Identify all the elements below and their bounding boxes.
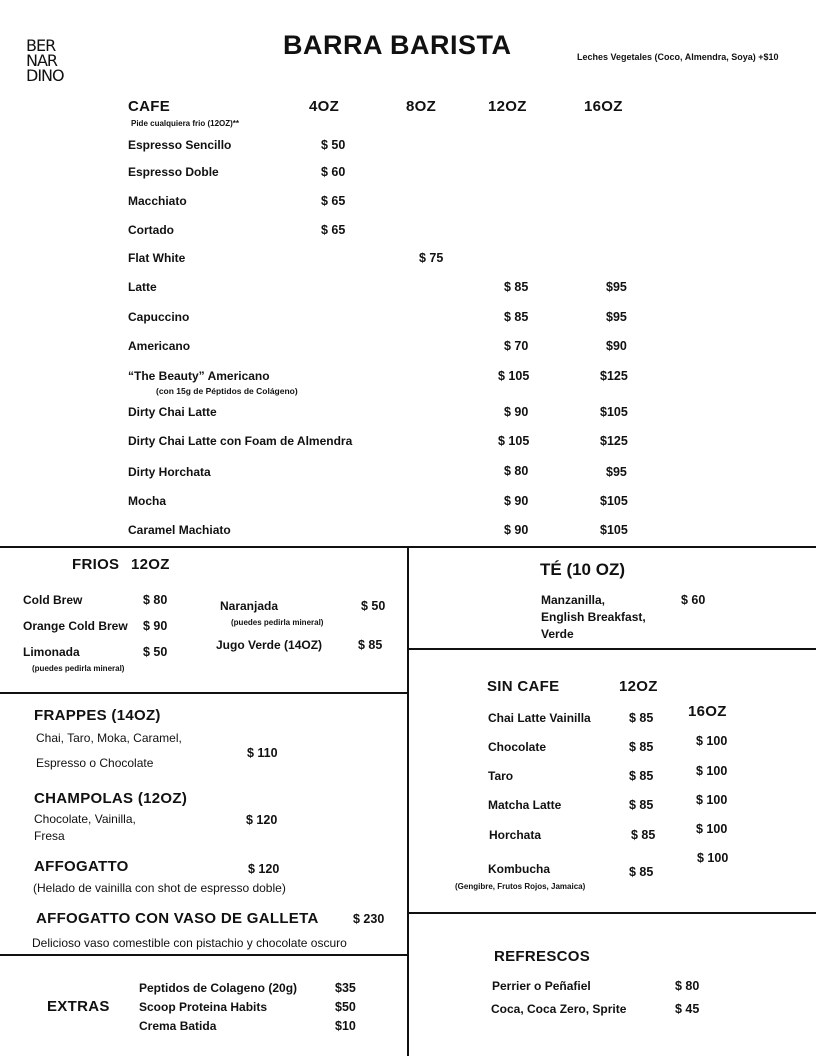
price-16oz: $ 100 — [696, 793, 728, 807]
menu-item-price: $10 — [335, 1019, 356, 1033]
cafe-title: CAFE — [128, 98, 171, 115]
logo-line: NAR — [26, 51, 58, 70]
cafe-note: Pide cualquiera frio (12OZ)** — [131, 119, 240, 128]
menu-item-name: Taro — [488, 769, 514, 783]
size-12oz: 12OZ — [488, 98, 527, 115]
menu-item-name: Peptidos de Colageno (20g) — [139, 981, 298, 995]
price-12oz: $ 105 — [498, 369, 530, 383]
price-12oz: $ 85 — [629, 711, 654, 725]
logo-line: DINO — [26, 66, 64, 85]
affogatto-price: $ 120 — [248, 862, 280, 876]
menu-item-subtitle: (con 15g de Péptidos de Colágeno) — [156, 386, 298, 396]
menu-item-name: Capuccino — [128, 310, 190, 324]
affogatto-galleta-price: $ 230 — [353, 912, 385, 926]
menu-item-name: Matcha Latte — [488, 798, 562, 812]
page-title: BARRA BARISTA — [283, 30, 512, 60]
frappes-desc: Chai, Taro, Moka, Caramel, — [36, 731, 182, 745]
frappes-title: FRAPPES (14OZ) — [34, 707, 161, 724]
menu-item-price: $ 80 — [675, 979, 700, 993]
brand-logo — [26, 38, 80, 84]
menu-item-name: Dirty Chai Latte — [128, 405, 217, 419]
menu-item-price: $ 90 — [143, 619, 168, 633]
price-8oz: $ 75 — [419, 251, 444, 265]
te-option: Verde — [541, 627, 574, 641]
divider — [408, 912, 816, 914]
menu-item-name: “The Beauty” Americano — [128, 369, 270, 383]
refrescos-title: REFRESCOS — [494, 948, 591, 965]
size-8oz: 8OZ — [406, 98, 437, 115]
menu-item-name: Chocolate — [488, 740, 547, 754]
size-16oz: 16OZ — [584, 98, 623, 115]
price-4oz: $ 65 — [321, 223, 346, 237]
price-16oz: $95 — [606, 465, 627, 479]
champolas-price: $ 120 — [246, 813, 278, 827]
price-12oz: $ 90 — [504, 494, 529, 508]
champolas-title: CHAMPOLAS (12OZ) — [34, 790, 188, 807]
price-16oz: $ 100 — [697, 851, 729, 865]
menu-item-price: $ 45 — [675, 1002, 700, 1016]
menu-item-name: Perrier o Peñafiel — [492, 979, 591, 993]
price-16oz: $105 — [600, 494, 628, 508]
size-4oz: 4OZ — [309, 98, 340, 115]
menu-item-name: Coca, Coca Zero, Sprite — [491, 1002, 627, 1016]
menu-item-price: $ 50 — [143, 645, 168, 659]
menu-item-name: Caramel Machiato — [128, 523, 231, 537]
affogatto-desc: (Helado de vainilla con shot de espresso doble) — [33, 881, 286, 895]
menu-item-subtitle: (puedes pedirla mineral) — [32, 664, 125, 673]
sin-cafe-size-12oz: 12OZ — [619, 678, 658, 695]
price-16oz: $95 — [606, 280, 627, 294]
te-title: TÉ (10 OZ) — [540, 560, 626, 579]
menu-item-name: Kombucha — [488, 862, 551, 876]
frios-size: 12OZ — [131, 556, 170, 573]
extras-title: EXTRAS — [47, 998, 110, 1015]
price-16oz: $ 100 — [696, 822, 728, 836]
price-12oz: $ 80 — [504, 464, 529, 478]
price-16oz: $90 — [606, 339, 627, 353]
price-12oz: $ 70 — [504, 339, 529, 353]
menu-item-price: $ 85 — [358, 638, 383, 652]
menu-item-name: Espresso Doble — [128, 165, 219, 179]
menu-item-name: Espresso Sencillo — [128, 138, 232, 152]
price-12oz: $ 85 — [629, 865, 654, 879]
menu-item-name: Cold Brew — [23, 593, 83, 607]
menu-item-name: Crema Batida — [139, 1019, 217, 1033]
frios-title: FRIOS — [72, 556, 120, 573]
affogatto-galleta-desc: Delicioso vaso comestible con pistachio y chocolate oscuro — [32, 936, 347, 950]
menu-item-name: Americano — [128, 339, 191, 353]
price-16oz: $105 — [600, 523, 628, 537]
price-12oz: $ 90 — [504, 523, 529, 537]
menu-item-price: $35 — [335, 981, 356, 995]
logo-line: BER — [26, 36, 56, 55]
menu-item-name: Dirty Chai Latte con Foam de Almendra — [128, 434, 353, 448]
menu-item-name: Cortado — [128, 223, 174, 237]
champolas-desc: Fresa — [34, 829, 65, 843]
divider — [407, 547, 409, 1056]
menu-item-name: Horchata — [489, 828, 542, 842]
menu-item-name: Scoop Proteina Habits — [139, 1000, 268, 1014]
price-12oz: $ 105 — [498, 434, 530, 448]
divider — [0, 954, 408, 956]
te-option: Manzanilla, — [541, 593, 606, 607]
menu-item-name: Dirty Horchata — [128, 465, 211, 479]
price-12oz: $ 85 — [504, 280, 529, 294]
frappes-desc: Espresso o Chocolate — [36, 756, 154, 770]
plant-milk-note: Leches Vegetales (Coco, Almendra, Soya) +$10 — [577, 52, 779, 62]
price-12oz: $ 85 — [504, 310, 529, 324]
menu-item-subtitle: (Gengibre, Frutos Rojos, Jamaica) — [455, 882, 586, 891]
price-12oz: $ 85 — [629, 798, 654, 812]
menu-item-name: Macchiato — [128, 194, 187, 208]
divider — [408, 648, 816, 650]
champolas-desc: Chocolate, Vainilla, — [34, 812, 136, 826]
menu-item-name: Naranjada — [220, 599, 279, 613]
menu-item-name: Latte — [128, 280, 157, 294]
affogatto-title: AFFOGATTO — [34, 858, 129, 875]
price-4oz: $ 50 — [321, 138, 346, 152]
menu-item-name: Jugo Verde (14OZ) — [216, 638, 323, 652]
sin-cafe-title: SIN CAFE — [487, 678, 560, 695]
affogatto-galleta-title: AFFOGATTO CON VASO DE GALLETA — [36, 910, 319, 927]
price-12oz: $ 85 — [629, 769, 654, 783]
price-16oz: $ 100 — [696, 764, 728, 778]
divider — [0, 692, 408, 694]
price-16oz: $125 — [600, 434, 628, 448]
price-12oz: $ 90 — [504, 405, 529, 419]
price-12oz: $ 85 — [631, 828, 656, 842]
menu-item-name: Flat White — [128, 251, 186, 265]
price-4oz: $ 65 — [321, 194, 346, 208]
menu-item-price: $ 50 — [361, 599, 386, 613]
frappes-price: $ 110 — [247, 746, 278, 760]
menu-item-subtitle: (puedes pedirla mineral) — [231, 618, 324, 627]
menu-item-price: $ 80 — [143, 593, 168, 607]
price-16oz: $ 100 — [696, 734, 728, 748]
te-price: $ 60 — [681, 593, 706, 607]
price-16oz: $125 — [600, 369, 628, 383]
menu-item-name: Orange Cold Brew — [23, 619, 128, 633]
price-12oz: $ 85 — [629, 740, 654, 754]
price-4oz: $ 60 — [321, 165, 346, 179]
menu-item-name: Limonada — [23, 645, 80, 659]
sin-cafe-size-16oz: 16OZ — [688, 703, 727, 720]
price-16oz: $105 — [600, 405, 628, 419]
price-16oz: $95 — [606, 310, 627, 324]
menu-item-price: $50 — [335, 1000, 356, 1014]
menu-item-name: Chai Latte Vainilla — [488, 711, 591, 725]
te-option: English Breakfast, — [541, 610, 646, 624]
menu-item-name: Mocha — [128, 494, 167, 508]
